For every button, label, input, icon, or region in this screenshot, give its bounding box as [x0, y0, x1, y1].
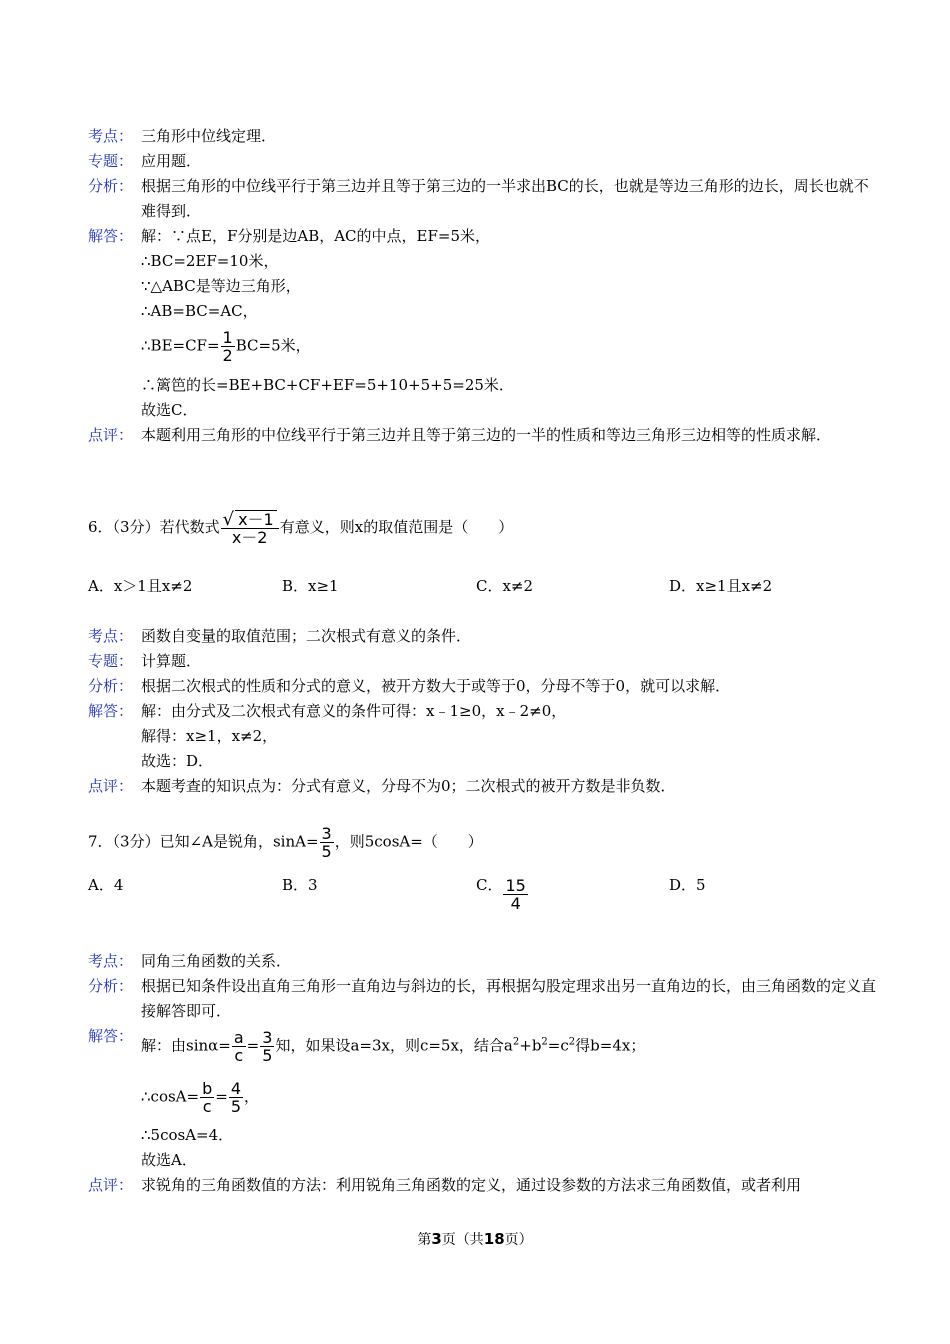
kaodian-text: 三角形中位线定理．: [141, 127, 277, 145]
text: +b: [519, 1036, 542, 1055]
text: 知，如果设a=3x，则c=5x，结合a: [275, 1036, 513, 1055]
solution-line: 解：∵点E，F分别是边AB，AC的中点，EF=5米，: [141, 227, 490, 245]
option-a: A．4: [88, 876, 124, 894]
solution-line-fraction: [141, 329, 311, 364]
solution-line: ∴BC=2EF=10米，: [141, 252, 279, 270]
zhuanti-label: 专题：: [88, 152, 134, 170]
option-label: C．: [476, 876, 503, 894]
fraction: [320, 825, 334, 860]
question-text: 有意义，则x的取值范围是（ ）: [279, 518, 514, 536]
dianping-label: 点评：: [88, 1176, 134, 1194]
jieda-label: 解答：: [88, 227, 134, 245]
denominator: 5: [230, 1097, 241, 1116]
page-total: 18: [483, 1230, 505, 1248]
fraction: [232, 1029, 246, 1064]
kaodian-text: 函数自变量的取值范围；二次根式有意义的条件．: [141, 627, 472, 645]
footer-text: 页）: [504, 1232, 533, 1248]
zhuanti-label: 专题：: [88, 652, 134, 670]
numerator: a: [233, 1028, 244, 1047]
solution-line: 故选C．: [141, 401, 198, 419]
footer-text: 页（共: [441, 1232, 484, 1248]
denominator: x－2: [231, 528, 268, 547]
kaodian-label: 考点：: [88, 627, 134, 645]
text: BC=5米，: [235, 336, 311, 355]
denominator: c: [234, 1046, 244, 1065]
option-c: C．x≠2: [476, 577, 534, 595]
superscript: 2: [541, 1036, 548, 1048]
text: =: [246, 1036, 260, 1055]
question-6: [88, 510, 513, 546]
text: ∴BE=CF=: [141, 336, 220, 355]
option-c: [476, 873, 529, 912]
numerator: [221, 510, 279, 529]
fenxi-text: 根据三角形的中位线平行于第三边并且等于第三边的一半求出BC的长，也就是等边三角形的边长，周长也就不难得到．: [141, 177, 869, 220]
dianping-label: 点评：: [88, 426, 134, 444]
numerator: 1: [222, 328, 233, 347]
numerator: 15: [505, 876, 526, 895]
numerator: 3: [262, 1028, 273, 1047]
fraction: [221, 329, 235, 364]
fraction: [221, 510, 279, 546]
option-d: D．5: [669, 876, 706, 894]
jieda-label: 解答：: [88, 702, 134, 720]
text: 得b=4x；: [575, 1036, 646, 1055]
dianping-label: 点评：: [88, 777, 134, 795]
option-b: B．x≥1: [282, 577, 339, 595]
footer-text: 第: [417, 1232, 432, 1248]
numerator: b: [202, 1079, 213, 1098]
numerator: 4: [230, 1079, 241, 1098]
solution-line: 解：由分式及二次根式有意义的条件可得：x﹣1≥0，x﹣2≠0，: [141, 702, 567, 720]
denominator: 2: [222, 346, 233, 365]
question-text: 7．（3分）已知∠A是锐角，sinA=: [88, 832, 319, 851]
question-text: ，则5cosA=（ ）: [334, 832, 483, 851]
solution-line: 故选A．: [141, 1151, 197, 1169]
zhuanti-text: 计算题．: [141, 652, 202, 670]
superscript: 2: [512, 1036, 520, 1048]
jieda-label: 解答：: [88, 1027, 134, 1045]
solution-line: ∴篱笆的长=BE+BC+CF+EF=5+10+5+5=25米．: [141, 376, 514, 394]
fenxi-text: 根据已知条件设出直角三角形一直角边与斜边的长，再根据勾股定理求出另一直角边的长，由三角函数的定义直接解答即可．: [141, 977, 877, 1020]
fraction: [503, 877, 527, 912]
question-7: [88, 825, 483, 860]
fenxi-label: 分析：: [88, 977, 134, 995]
kaodian-label: 考点：: [88, 952, 134, 970]
solution-line: ∴5cosA=4．: [141, 1126, 234, 1144]
radical-sign: √: [222, 509, 235, 530]
fenxi-text: 根据二次根式的性质和分式的意义，被开方数大于或等于0，分母不等于0，就可以求解．: [141, 677, 731, 695]
option-a: A．x＞1且x≠2: [88, 577, 193, 595]
fraction: [229, 1080, 243, 1115]
text: ∴cosA=: [141, 1087, 200, 1106]
numerator: 3: [321, 824, 332, 843]
solution-line: ∴AB=BC=AC，: [141, 302, 258, 320]
superscript: 2: [568, 1036, 576, 1048]
text: ，: [244, 1087, 260, 1106]
solution-line: ∵△ABC是等边三角形，: [141, 277, 301, 295]
page-footer: [0, 1229, 950, 1249]
solution-line: 解得：x≥1，x≠2，: [141, 727, 278, 745]
solution-line-fraction: [141, 1029, 645, 1064]
denominator: 4: [510, 894, 521, 913]
kaodian-label: 考点：: [88, 127, 134, 145]
denominator: c: [202, 1097, 212, 1116]
dianping-text: 本题考查的知识点为：分式有意义，分母不为0；二次根式的被开方数是非负数．: [141, 777, 676, 795]
fraction: [200, 1080, 214, 1115]
fenxi-label: 分析：: [88, 177, 134, 195]
denominator: 5: [262, 1046, 273, 1065]
dianping-text: 求锐角的三角函数值的方法：利用锐角三角函数的定义，通过设参数的方法求三角函数值，或者利用: [141, 1176, 802, 1194]
zhuanti-text: 应用题．: [141, 152, 202, 170]
solution-line: 故选：D．: [141, 752, 214, 770]
radicand: x－1: [235, 510, 277, 528]
option-b: B．3: [282, 876, 318, 894]
fenxi-label: 分析：: [88, 677, 134, 695]
solution-line-fraction: [141, 1080, 259, 1115]
question-text: 6．（3分）若代数式: [88, 518, 220, 536]
text: =c: [547, 1036, 569, 1055]
kaodian-text: 同角三角函数的关系．: [141, 952, 292, 970]
option-d: D．x≥1且x≠2: [669, 577, 773, 595]
text: =: [215, 1087, 228, 1106]
denominator: 5: [321, 842, 332, 861]
text: 解：由sinα=: [141, 1036, 231, 1055]
fraction: [260, 1029, 274, 1064]
page-number: 3: [431, 1230, 442, 1248]
dianping-text: 本题利用三角形的中位线平行于第三边并且等于第三边的一半的性质和等边三角形三边相等的性质求解．: [141, 426, 832, 444]
